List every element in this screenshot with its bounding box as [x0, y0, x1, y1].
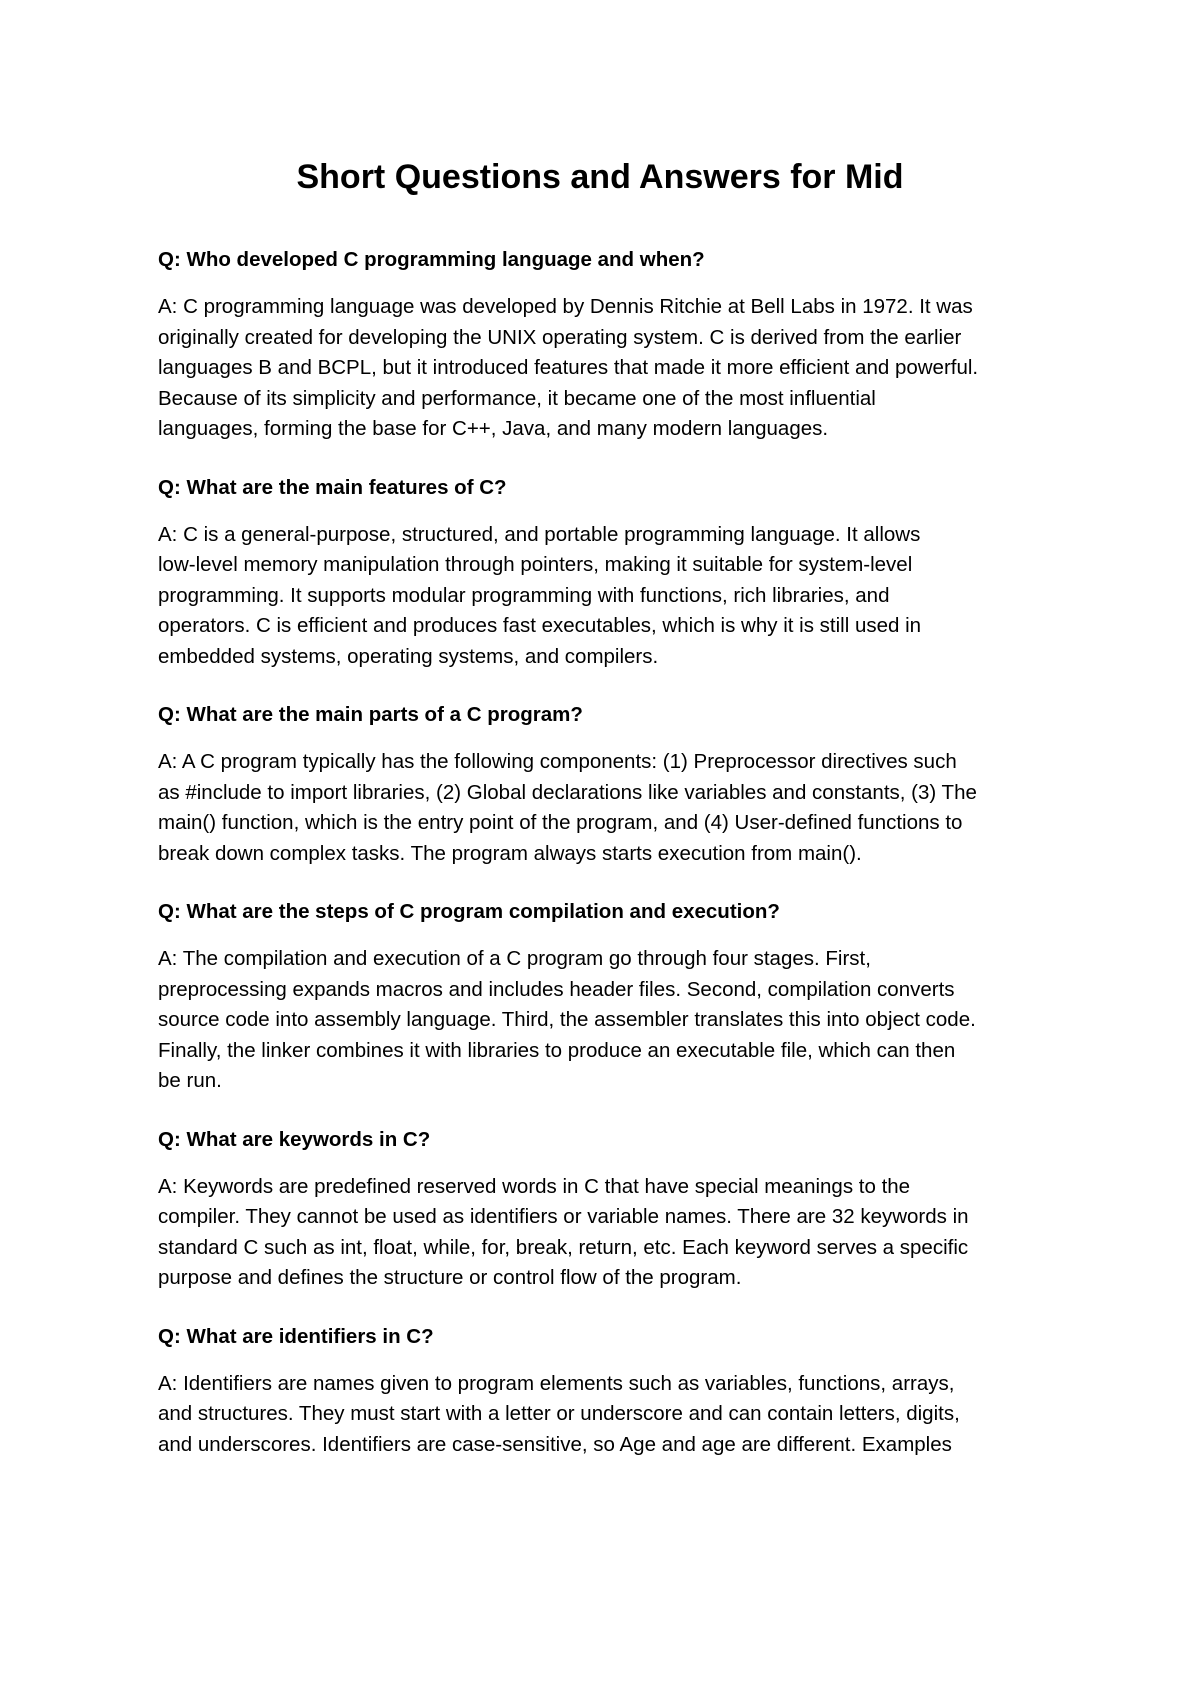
qa-item: [158, 473, 1058, 673]
answer-line: A: The compilation and execution of a C program go through four stages. First,: [158, 947, 871, 970]
answer-line: operators. C is efficient and produces fast executables, which is why it is still used in: [158, 614, 922, 637]
question-text: Q: What are keywords in C?: [158, 1127, 431, 1151]
answer-line: low-level memory manipulation through pointers, making it suitable for system-level: [158, 553, 913, 576]
answer-text: [158, 520, 1058, 673]
qa-item: [158, 1125, 1058, 1294]
answer-text: [158, 1369, 1058, 1461]
answer-line: embedded systems, operating systems, and compilers.: [158, 644, 659, 668]
question-text: Q: What are the main features of C?: [158, 475, 507, 499]
qa-item: [158, 245, 1058, 445]
answer-line: main() function, which is the entry point of the program, and (4) User-defined functions to: [158, 811, 963, 834]
qa-list: [158, 245, 1058, 1488]
answer-line: compiler. They cannot be used as identifiers or variable names. There are 32 keywords in: [158, 1205, 969, 1228]
answer-line: originally created for developing the UNIX operating system. C is derived from the earlier: [158, 325, 962, 349]
answer-line: be run.: [158, 1069, 222, 1092]
answer-line: break down complex tasks. The program always starts execution from main().: [158, 841, 862, 865]
answer-line: A: Identifiers are names given to program elements such as variables, functions, arrays,: [158, 1371, 955, 1395]
qa-item: [158, 897, 1058, 1097]
question-text: Q: What are identifiers in C?: [158, 1324, 434, 1348]
answer-line: and structures. They must start with a letter or underscore and can contain letters, digits,: [158, 1402, 960, 1425]
answer-line: programming. It supports modular programming with functions, rich libraries, and: [158, 583, 890, 607]
answer-line: A: A C program typically has the following components: (1) Preprocessor directives such: [158, 750, 957, 773]
answer-line: Finally, the linker combines it with libraries to produce an executable file, which can then: [158, 1038, 956, 1062]
qa-item: [158, 700, 1058, 869]
answer-text: [158, 747, 1058, 869]
answer-line: standard C such as int, float, while, for, break, return, etc. Each keyword serves a specific: [158, 1235, 969, 1259]
answer-line: Because of its simplicity and performance, it became one of the most influential: [158, 386, 876, 410]
question-text: Q: Who developed C programming language and when?: [158, 248, 705, 271]
answer-text: [158, 944, 1058, 1097]
answer-line: A: C programming language was developed by Dennis Ritchie at Bell Labs in 1972. It was: [158, 295, 973, 318]
answer-line: purpose and defines the structure or control flow of the program.: [158, 1266, 742, 1289]
answer-line: A: C is a general-purpose, structured, and portable programming language. It allows: [158, 522, 921, 546]
page-title: Short Questions and Answers for Mid: [296, 158, 904, 196]
answer-line: as #include to import libraries, (2) Global declarations like variables and constants, (3) The: [158, 780, 977, 804]
question-text: Q: What are the steps of C program compilation and execution?: [158, 900, 780, 923]
question-text: Q: What are the main parts of a C program?: [158, 703, 583, 726]
answer-text: [158, 1172, 1058, 1294]
answer-line: source code into assembly language. Third, the assembler translates this into object code.: [158, 1008, 976, 1031]
answer-line: A: Keywords are predefined reserved words in C that have special meanings to the: [158, 1174, 911, 1198]
answer-text: [158, 292, 1058, 445]
qa-item: [158, 1322, 1058, 1461]
answer-line: and underscores. Identifiers are case-sensitive, so Age and age are different. Examples: [158, 1432, 952, 1456]
answer-line: preprocessing expands macros and includes header files. Second, compilation converts: [158, 977, 955, 1001]
answer-line: languages B and BCPL, but it introduced features that made it more efficient and powerful.: [158, 356, 979, 379]
answer-line: languages, forming the base for C++, Java, and many modern languages.: [158, 417, 829, 440]
